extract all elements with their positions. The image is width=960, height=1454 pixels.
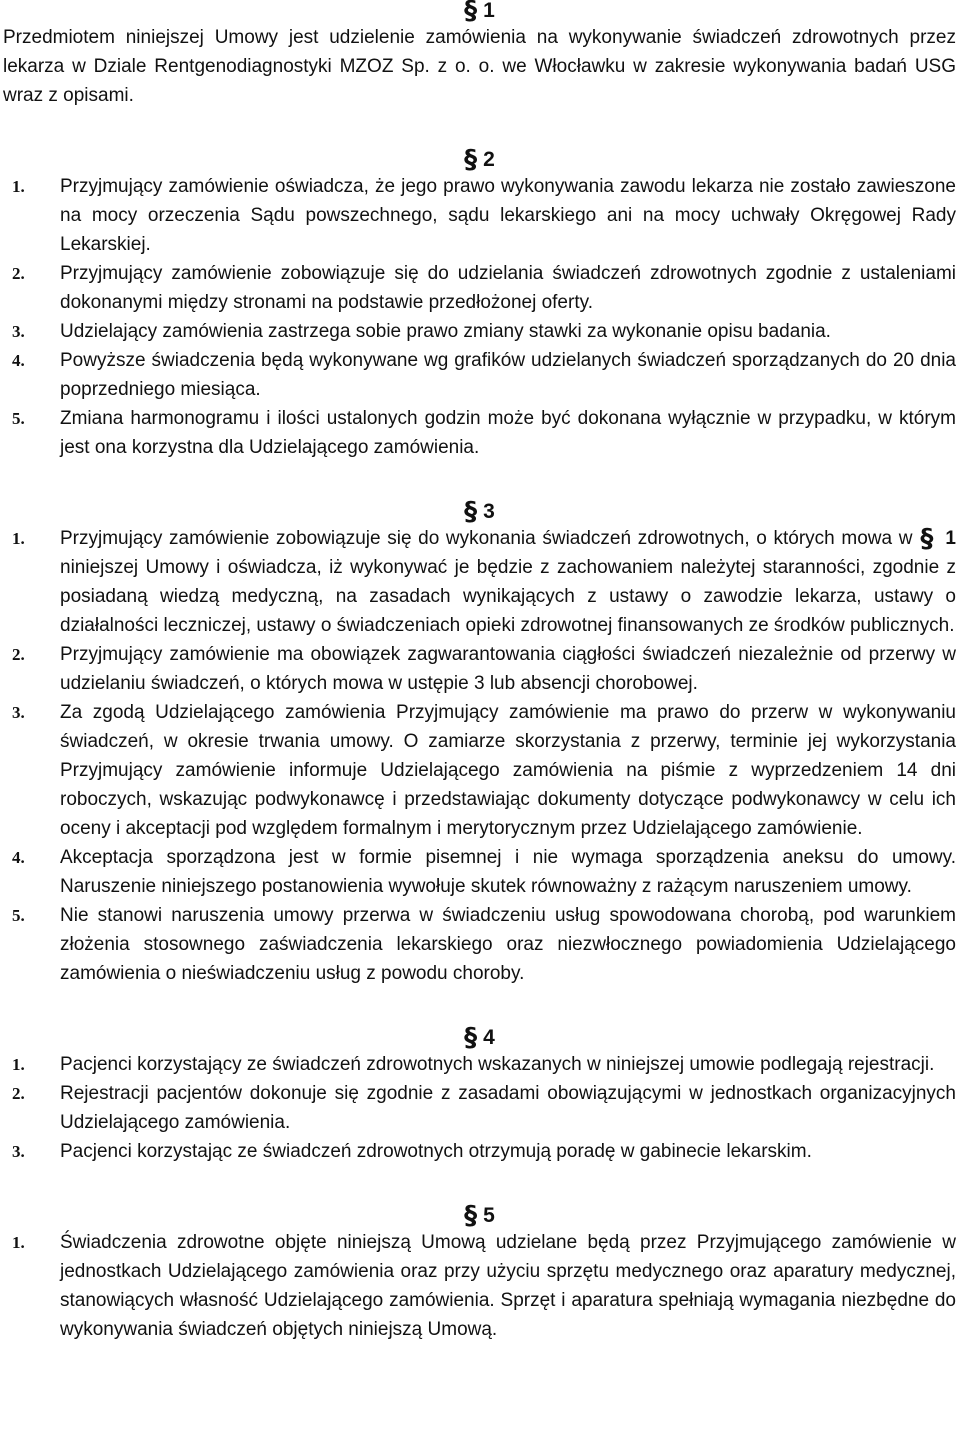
item-number: 4. xyxy=(12,848,25,867)
item-number: 2. xyxy=(12,264,25,283)
item-text: Za zgodą Udzielającego zamówienia Przyjmujący zamówienie ma prawo do przerw w wykonywaniu świadczeń, w okresie trwania umowy. O zamiarze skorzystania z przerwy, terminie jej wykorzystania Przyjmujący zamówienie informuje Udzielającego zamówienia na piśmie z wyprzedzeniem 14 dni roboczych, wskazując podwykonawcę i przedstawiając dokumenty dotyczące podwykonawcy w celu ich oceny i akceptacji pod względem formalnym i merytorycznym przez Udzielającego zamówienie. xyxy=(60,702,956,839)
clause-list xyxy=(3,524,956,988)
item-number: 2. xyxy=(12,645,25,664)
item-text: Pacjenci korzystający ze świadczeń zdrowotnych wskazanych w niniejszej umowie podlegają rejestracji. xyxy=(60,1054,935,1075)
list-item xyxy=(3,843,956,901)
item-text: Przyjmujący zamówienie zobowiązuje się do udzielania świadczeń zdrowotnych zgodnie z ustaleniami dokonanymi między stronami na podstawie przedłożonej oferty. xyxy=(60,263,956,313)
section-2 xyxy=(3,145,956,462)
item-text: Udzielający zamówienia zastrzega sobie prawo zmiany stawki za wykonanie opisu badania. xyxy=(60,321,831,342)
section-number: 4 xyxy=(483,1026,495,1049)
item-text: Powyższe świadczenia będą wykonywane wg grafików udzielanych świadczeń sporządzanych do 20 dnia poprzedniego miesiąca. xyxy=(60,350,956,400)
section-number: 3 xyxy=(483,500,495,523)
item-number: 1. xyxy=(12,1055,25,1074)
section-sign: § xyxy=(464,1023,478,1053)
section-4 xyxy=(3,1023,956,1166)
item-text: Pacjenci korzystając ze świadczeń zdrowotnych otrzymują poradę w gabinecie lekarskim. xyxy=(60,1141,812,1162)
clause-list xyxy=(3,1228,956,1344)
item-text: Nie stanowi naruszenia umowy przerwa w świadczeniu usług spowodowana chorobą, pod warunkiem złożenia stosownego zaświadczenia lekarskiego oraz niezwłocznego powiadomienia Udzielającego zamówienia o nieświadczeniu usług z powodu choroby. xyxy=(60,905,956,984)
item-text: Zmiana harmonogramu i ilości ustalonych godzin może być dokonana wyłącznie w przypadku, w którym jest ona korzystna dla Udzielającego zamówienia. xyxy=(60,408,956,458)
section-sign: § xyxy=(464,145,478,175)
list-item xyxy=(3,346,956,404)
section-sign: § xyxy=(464,0,478,26)
list-item xyxy=(3,524,956,640)
section-5 xyxy=(3,1201,956,1344)
list-item xyxy=(3,1228,956,1344)
item-text-after: niniejszej Umowy i oświadcza, iż wykonywać je będzie z zachowaniem należytej staranności, zgodnie z posiadaną wiedzą medyczną, na zasadach wynikających z ustawy o zawodzie lekarza, ustawy o działalności leczniczej, ustawy o świadczeniach opieki zdrowotnej finansowanych ze środków publicznych. xyxy=(60,557,956,636)
list-item xyxy=(3,172,956,259)
list-item xyxy=(3,640,956,698)
item-text: Przyjmujący zamówienie oświadcza, że jego prawo wykonywania zawodu lekarza nie zostało zawieszone na mocy orzeczenia Sądu powszechnego, sądu lekarskiego ani na mocy uchwały Okręgowej Rady Lekarskiej. xyxy=(60,176,956,255)
item-number: 3. xyxy=(12,322,25,341)
item-text: Rejestracji pacjentów dokonuje się zgodnie z zasadami obowiązującymi w jednostkach organizacyjnych Udzielającego zamówienia. xyxy=(60,1083,956,1133)
section-paragraph: Przedmiotem niniejszej Umowy jest udzielenie zamówienia na wykonywanie świadczeń zdrowotnych przez lekarza w Dziale Rentgenodiagnostyki MZOZ Sp. z o. o. we Włocławku w zakresie wykonywania badań USG wraz z opisami. xyxy=(3,27,956,106)
section-heading xyxy=(3,0,956,26)
clause-list xyxy=(3,1050,956,1166)
item-number: 3. xyxy=(12,1142,25,1161)
list-item xyxy=(3,404,956,462)
section-heading xyxy=(3,1201,956,1231)
item-number: 3. xyxy=(12,703,25,722)
section-number: 1 xyxy=(483,0,495,22)
clause-list xyxy=(3,172,956,462)
item-number: 1. xyxy=(12,177,25,196)
item-number: 1. xyxy=(12,1233,25,1252)
item-number: 5. xyxy=(12,409,25,428)
item-number: 1. xyxy=(12,529,25,548)
item-text: Akceptacja sporządzona jest w formie pisemnej i nie wymaga sporządzenia aneksu do umowy. Naruszenie niniejszego postanowienia wywołuje skutek równoważny z rażącym naruszeniem umowy. xyxy=(60,847,956,897)
section-heading xyxy=(3,145,956,175)
section-reference xyxy=(912,524,956,554)
section-number: 5 xyxy=(483,1204,495,1227)
list-item xyxy=(3,1137,956,1166)
section-heading xyxy=(3,497,956,527)
section-3 xyxy=(3,497,956,988)
item-number: 2. xyxy=(12,1084,25,1103)
list-item xyxy=(3,1079,956,1137)
section-sign: § xyxy=(920,524,934,554)
list-item xyxy=(3,259,956,317)
list-item xyxy=(3,901,956,988)
list-item xyxy=(3,317,956,346)
list-item xyxy=(3,1050,956,1079)
item-text-before: Przyjmujący zamówienie zobowiązuje się do wykonania świadczeń zdrowotnych, o których mowa w xyxy=(60,528,913,549)
section-sign: § xyxy=(464,1201,478,1231)
item-text: Świadczenia zdrowotne objęte niniejszą Umową udzielane będą przez Przyjmującego zamówienie w jednostkach Udzielającego zamówienia oraz przy użyciu sprzętu medycznego oraz aparatury medycznej, stanowiących własność Udzielającego zamówienia. Sprzęt i aparatura spełniają wymagania niezbędne do wykonywania świadczeń objętych niniejszą Umową. xyxy=(60,1232,956,1340)
item-text: Przyjmujący zamówienie ma obowiązek zagwarantowania ciągłości świadczeń niezależnie od przerwy w udzielaniu świadczeń, o których mowa w ustępie 3 lub absencji chorobowej. xyxy=(60,644,956,694)
section-number: 2 xyxy=(483,148,495,171)
item-number: 4. xyxy=(12,351,25,370)
section-1 xyxy=(3,0,956,110)
reference-number: 1 xyxy=(945,528,956,549)
section-heading xyxy=(3,1023,956,1053)
list-item xyxy=(3,698,956,843)
item-number: 5. xyxy=(12,906,25,925)
section-sign: § xyxy=(464,497,478,527)
